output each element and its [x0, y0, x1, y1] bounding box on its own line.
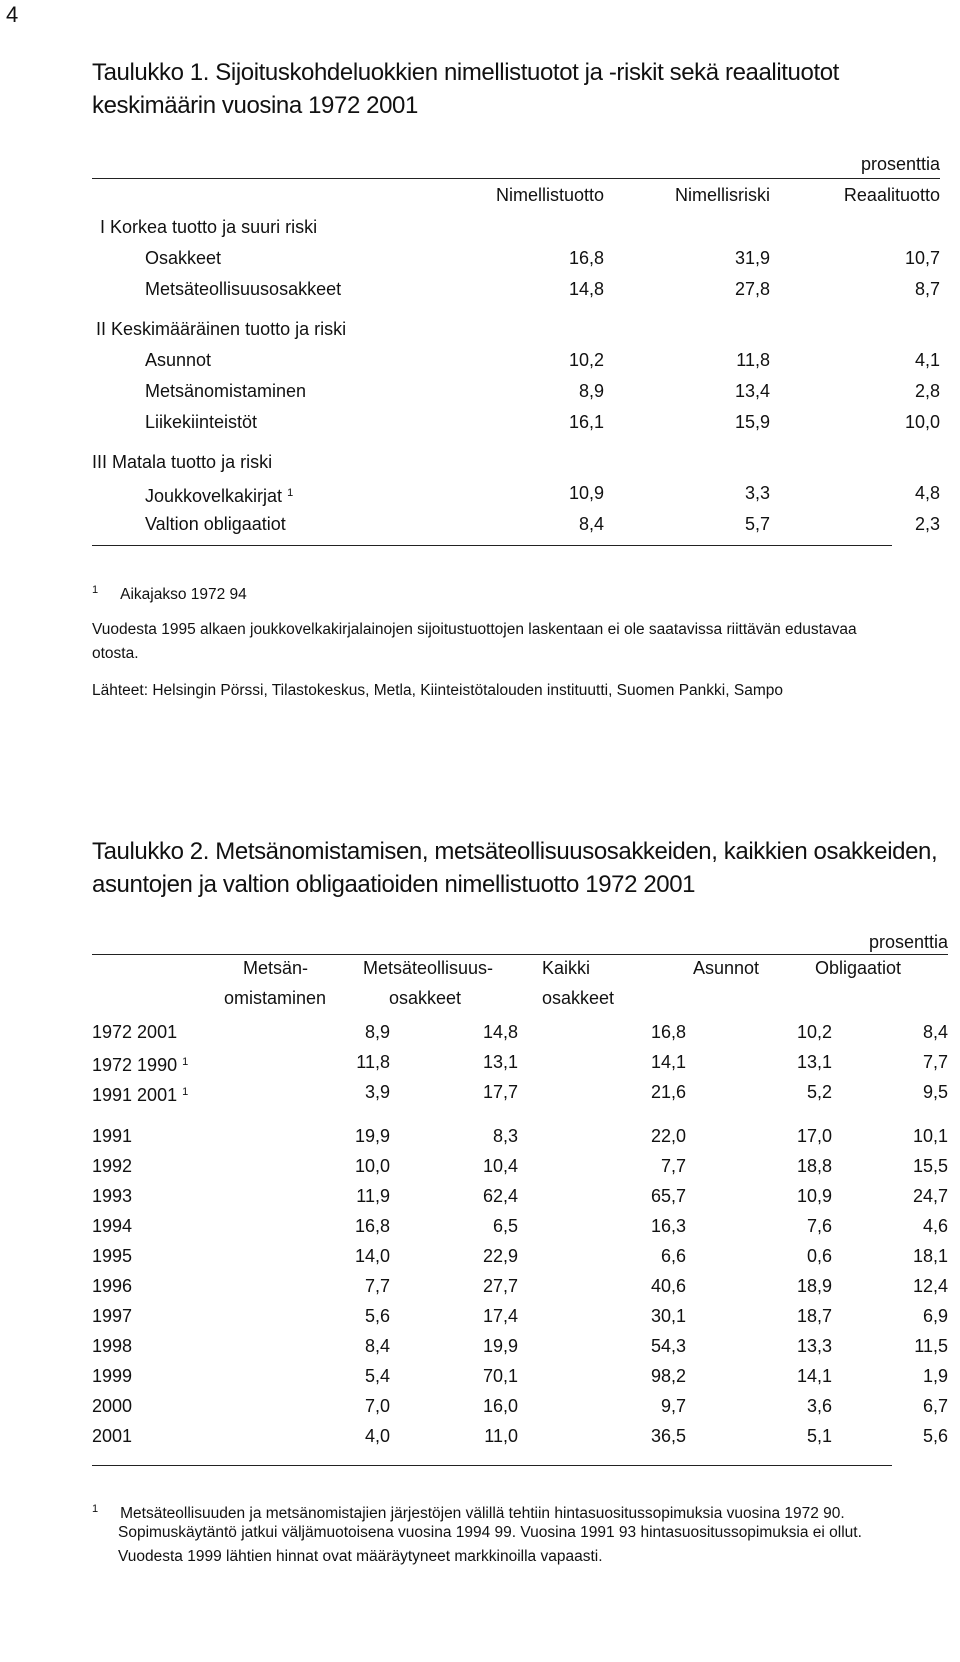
- table2-col-header: Asunnot: [693, 958, 760, 978]
- cell: 5,4: [364, 1366, 390, 1386]
- table-row: [92, 1304, 948, 1328]
- row-label: 1991: [92, 1126, 133, 1146]
- cell: 62,4: [482, 1186, 518, 1206]
- table-row: [92, 481, 940, 505]
- cell: 15,9: [734, 412, 770, 432]
- cell: 8,9: [578, 381, 604, 401]
- cell: 5,6: [364, 1306, 390, 1326]
- table2-footnote-line3: Vuodesta 1999 lähtien hinnat ovat määräytyneet markkinoilla vapaasti.: [118, 1548, 603, 1565]
- cell: 22,0: [650, 1126, 686, 1146]
- table2-col-header: Kaikki: [542, 958, 591, 978]
- cell: 8,4: [922, 1022, 948, 1042]
- table-row: [92, 348, 940, 372]
- cell: 10,0: [904, 412, 940, 432]
- table-row: [92, 379, 940, 403]
- cell: 18,8: [796, 1156, 832, 1176]
- cell: 5,7: [744, 514, 770, 534]
- cell: 11,9: [356, 1186, 390, 1206]
- table1-note-line1: Vuodesta 1995 alkaen joukkovelkakirjalainojen sijoitustuottojen laskentaan ei ole saatavissa riittävän edustavaa: [92, 621, 857, 638]
- cell: 6,7: [922, 1396, 948, 1416]
- table2-footnote-line2: Sopimuskäytäntö jatkui väljämuotoisena vuosina 1994 99. Vuosina 1991 93 hintasuositussopimuksia ei ollut.: [118, 1524, 862, 1541]
- cell: 16,8: [650, 1022, 686, 1042]
- cell: 18,9: [796, 1276, 832, 1296]
- row-label-text: 1991 2001: [92, 1085, 178, 1105]
- cell: 19,9: [354, 1126, 390, 1146]
- table-row: [92, 1214, 948, 1238]
- table-row: [92, 1424, 948, 1448]
- cell: 19,9: [482, 1336, 518, 1356]
- cell: 4,1: [914, 350, 940, 370]
- page-number: 4: [6, 2, 19, 27]
- table2-title-line1: Taulukko 2. Metsänomistamisen, metsäteollisuusosakkeiden, kaikkien osakkeiden,: [92, 838, 938, 865]
- table1-sources: Lähteet: Helsingin Pörssi, Tilastokeskus, Metla, Kiinteistötalouden instituutti, Suomen Pankki, Sampo: [92, 682, 783, 699]
- cell: 0,6: [806, 1246, 832, 1266]
- table2-footnote-line1: [92, 1498, 845, 1525]
- cell: 2,8: [914, 381, 940, 401]
- table-row: [92, 277, 940, 301]
- row-label: Osakkeet: [145, 248, 222, 268]
- cell: 98,2: [650, 1366, 686, 1386]
- table1-footnote: [92, 579, 247, 606]
- row-label-text: Joukkovelkakirjat: [145, 486, 283, 506]
- cell: 10,9: [568, 483, 604, 503]
- cell: 21,6: [650, 1082, 686, 1102]
- table1-group-heading: [92, 215, 940, 239]
- cell: 1,9: [922, 1366, 948, 1386]
- row-label: [92, 1050, 188, 1077]
- cell: 14,1: [650, 1052, 686, 1072]
- table-row: [92, 246, 940, 270]
- cell: 16,3: [650, 1216, 686, 1236]
- cell: 31,9: [734, 248, 770, 268]
- cell: 5,6: [922, 1426, 948, 1446]
- cell: 17,0: [796, 1126, 832, 1146]
- cell: 16,8: [568, 248, 604, 268]
- cell: 3,3: [744, 483, 770, 503]
- cell: 10,4: [482, 1156, 518, 1176]
- cell: 10,2: [796, 1022, 832, 1042]
- cell: 7,7: [922, 1052, 948, 1072]
- row-label: Valtion obligaatiot: [145, 514, 286, 534]
- table1-col-header: Nimellisriski: [675, 185, 770, 205]
- cell: 5,1: [806, 1426, 832, 1446]
- cell: 10,9: [796, 1186, 832, 1206]
- row-label: 1997: [92, 1306, 133, 1326]
- table2-col-header: osakkeet: [542, 988, 615, 1008]
- cell: 30,1: [650, 1306, 686, 1326]
- table-row: [92, 1184, 948, 1208]
- row-label: [145, 481, 293, 508]
- footnote-marker: 1: [92, 584, 99, 596]
- cell: 13,1: [482, 1052, 518, 1072]
- cell: 8,4: [578, 514, 604, 534]
- cell: 14,8: [482, 1022, 518, 1042]
- cell: 4,6: [922, 1216, 948, 1236]
- cell: 40,6: [650, 1276, 686, 1296]
- cell: 6,5: [492, 1216, 518, 1236]
- cell: 3,6: [806, 1396, 832, 1416]
- row-label: 2000: [92, 1396, 133, 1416]
- cell: 9,7: [660, 1396, 686, 1416]
- group-heading-label: I Korkea tuotto ja suuri riski: [100, 217, 318, 237]
- cell: 12,4: [912, 1276, 948, 1296]
- footnote-text: Metsäteollisuuden ja metsänomistajien järjestöjen välillä tehtiin hintasuositussopimuksia vuosina 1972 90.: [120, 1505, 845, 1522]
- footnote-marker: 1: [92, 1503, 99, 1515]
- row-label: 1993: [92, 1186, 133, 1206]
- table2-col-header: osakkeet: [389, 988, 462, 1008]
- cell: 8,3: [492, 1126, 518, 1146]
- table-row: [92, 1274, 948, 1298]
- table2-col-header: Obligaatiot: [815, 958, 902, 978]
- table2-col-header: Metsän-: [243, 958, 309, 978]
- cell: 8,4: [364, 1336, 390, 1356]
- row-label: 1994: [92, 1216, 133, 1236]
- cell: 24,7: [912, 1186, 948, 1206]
- cell: 7,7: [364, 1276, 390, 1296]
- table-row: [92, 1050, 948, 1074]
- table1-bottom-rule: [92, 545, 892, 546]
- cell: 16,8: [354, 1216, 390, 1236]
- table-row: [92, 1124, 948, 1148]
- cell: 7,6: [806, 1216, 832, 1236]
- table2-unit: prosenttia: [868, 932, 948, 952]
- footnote-marker: 1: [182, 1086, 189, 1098]
- cell: 17,4: [482, 1306, 518, 1326]
- row-label: Asunnot: [145, 350, 212, 370]
- row-label: 2001: [92, 1426, 133, 1446]
- cell: 9,5: [922, 1082, 948, 1102]
- footnote-marker: 1: [287, 487, 294, 499]
- table1-title-line1: Taulukko 1. Sijoituskohdeluokkien nimellistuotot ja -riskit sekä reaalituotot: [92, 59, 839, 86]
- group-heading-label: III Matala tuotto ja riski: [92, 452, 273, 472]
- cell: 5,2: [806, 1082, 832, 1102]
- cell: 15,5: [912, 1156, 948, 1176]
- cell: 16,0: [482, 1396, 518, 1416]
- table1-col-header: Nimellistuotto: [495, 185, 604, 205]
- row-label: 1995: [92, 1246, 133, 1266]
- cell: 14,1: [796, 1366, 832, 1386]
- table1-unit: prosenttia: [860, 154, 940, 174]
- cell: 10,0: [354, 1156, 390, 1176]
- row-label: Liikekiinteistöt: [145, 412, 258, 432]
- cell: 3,9: [364, 1082, 390, 1102]
- cell: 7,0: [364, 1396, 390, 1416]
- table1-note-line2: otosta.: [92, 645, 139, 662]
- row-label: [92, 1080, 188, 1107]
- cell: 13,4: [734, 381, 770, 401]
- cell: 6,9: [922, 1306, 948, 1326]
- cell: 11,8: [356, 1052, 390, 1072]
- cell: 18,7: [796, 1306, 832, 1326]
- table2-title: [92, 835, 938, 901]
- row-label: 1972 2001: [92, 1022, 178, 1042]
- row-label-text: 1972 1990: [92, 1055, 178, 1075]
- table-row: [92, 410, 940, 434]
- table1-group-heading: [92, 450, 940, 474]
- cell: 16,1: [568, 412, 604, 432]
- table-row: [92, 1080, 948, 1104]
- table1-top-rule: [92, 178, 940, 179]
- table2-top-rule: [92, 954, 948, 955]
- cell: 11,0: [484, 1426, 518, 1446]
- table2-col-header: Metsäteollisuus-: [363, 958, 494, 978]
- cell: 18,1: [912, 1246, 948, 1266]
- table-row: [92, 1394, 948, 1418]
- cell: 13,3: [796, 1336, 832, 1356]
- cell: 70,1: [482, 1366, 518, 1386]
- table-row: [92, 1244, 948, 1268]
- row-label: 1992: [92, 1156, 133, 1176]
- cell: 27,7: [482, 1276, 518, 1296]
- table2-col-header: omistaminen: [224, 988, 327, 1008]
- row-label: 1999: [92, 1366, 133, 1386]
- cell: 22,9: [482, 1246, 518, 1266]
- cell: 10,1: [912, 1126, 948, 1146]
- cell: 2,3: [914, 514, 940, 534]
- table-row: [92, 1364, 948, 1388]
- cell: 54,3: [650, 1336, 686, 1356]
- cell: 27,8: [734, 279, 770, 299]
- row-label: 1996: [92, 1276, 133, 1296]
- cell: 7,7: [660, 1156, 686, 1176]
- row-label: Metsänomistaminen: [145, 381, 307, 401]
- table-row: [92, 1334, 948, 1358]
- cell: 8,9: [364, 1022, 390, 1042]
- footnote-marker: 1: [182, 1056, 189, 1068]
- table-row: [92, 1020, 948, 1044]
- footnote-text: Aikajakso 1972 94: [120, 586, 247, 603]
- cell: 10,7: [904, 248, 940, 268]
- table-row: [92, 1154, 948, 1178]
- cell: 13,1: [796, 1052, 832, 1072]
- cell: 14,0: [354, 1246, 390, 1266]
- cell: 14,8: [568, 279, 604, 299]
- row-label: 1998: [92, 1336, 133, 1356]
- table2-title-line2: asuntojen ja valtion obligaatioiden nimellistuotto 1972 2001: [92, 871, 696, 898]
- cell: 36,5: [650, 1426, 686, 1446]
- cell: 10,2: [568, 350, 604, 370]
- cell: 11,8: [736, 350, 770, 370]
- table1-title: [92, 56, 922, 122]
- cell: 11,5: [914, 1336, 948, 1356]
- table1-group-heading: [92, 317, 940, 341]
- table2-bottom-rule: [92, 1465, 892, 1466]
- group-heading-label: II Keskimääräinen tuotto ja riski: [96, 319, 347, 339]
- cell: 6,6: [660, 1246, 686, 1266]
- table-row: [92, 512, 940, 536]
- cell: 65,7: [650, 1186, 686, 1206]
- cell: 4,0: [364, 1426, 390, 1446]
- table1-title-line2: keskimäärin vuosina 1972 2001: [92, 92, 418, 119]
- cell: 17,7: [482, 1082, 518, 1102]
- table1-header-row: [92, 183, 940, 207]
- cell: 8,7: [914, 279, 940, 299]
- table1-col-header: Reaalituotto: [843, 185, 940, 205]
- row-label: Metsäteollisuusosakkeet: [145, 279, 342, 299]
- cell: 4,8: [914, 483, 940, 503]
